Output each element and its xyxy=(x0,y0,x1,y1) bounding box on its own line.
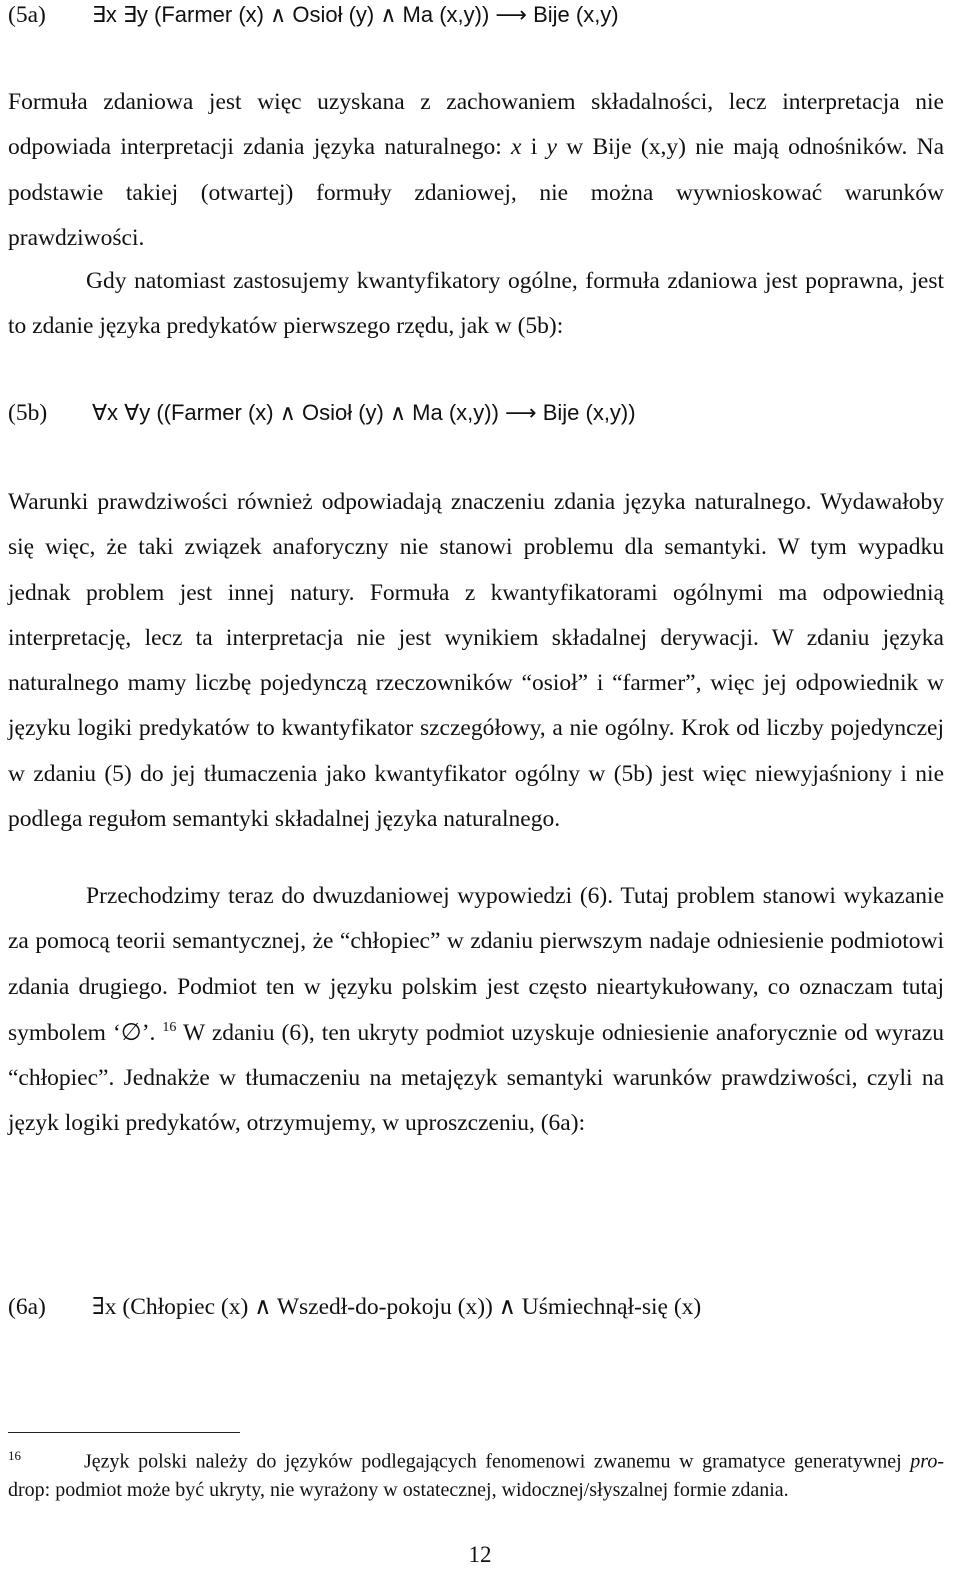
text-span: -drop: podmiot może być ukryty, nie wyrażony w ostatecznej, widocznej/słyszalnej formie zdania. xyxy=(8,1450,944,1501)
formula-expression: ∃x ∃y (Farmer (x) ∧ Osioł (y) ∧ Ma (x,y)) ⟶ Bije (x,y) xyxy=(92,2,619,27)
text-span: Przechodzimy teraz do dwuzdaniowej wypowiedzi (6). Tutaj problem stanowi wykazanie za pomocą teorii semantycznej, że “chłopiec” w zdaniu pierwszym nadaje odniesienie podmiotowi zdania drugiego. Podmiot ten w języku polskim jest często nieartykułowany, co oznaczam tutaj symbolem ‘ xyxy=(8,883,944,1046)
paragraph-1 xyxy=(8,80,944,261)
italic-term: pro xyxy=(910,1450,938,1473)
formula-expression: ∃x (Chłopiec (x) ∧ Wszedł-do-pokoju (x)) ∧ Uśmiechnął-się (x) xyxy=(92,1294,702,1320)
text-span: Język polski należy do języków podlegających fenomenowi zwanemu w gramatyce generatywnej xyxy=(84,1450,911,1473)
paragraph-2: Gdy natomiast zastosujemy kwantyfikatory ogólne, formuła zdaniowa jest poprawna, jest to zdanie języka predykatów pierwszego rzędu, jak w (5b): xyxy=(8,268,944,340)
paragraph-3: Warunki prawdziwości również odpowiadają znaczeniu zdania języka naturalnego. Wydawałoby się więc, że taki związek anaforyczny nie stanowi problemu dla semantyki. W tym wypadku jednak problem jest innej natury. Formuła z kwantyfikatorami ogólnymi ma odpowiednią interpretację, lecz ta interpretacja nie jest wynikiem składalnej derywacji. W zdaniu języka naturalnego mamy liczbę pojedynczą rzeczowników “osioł” i “farmer”, więc jej odpowiednik w języku logiki predykatów to kwantyfikator szczegółowy, a nie ogólny. Krok od liczby pojedynczej w zdaniu (5) do jej tłumaczenia jako kwantyfikator ogólny w (5b) jest więc niewyjaśniony i nie podlega regułom semantyki składalnej języka naturalnego. xyxy=(8,489,944,833)
paragraph-4 xyxy=(8,874,944,1147)
footnote-number: 16 xyxy=(8,1448,21,1463)
empty-set-symbol: ∅ xyxy=(120,1017,142,1046)
formula-label: (6a) xyxy=(8,1294,46,1320)
formula-6a xyxy=(8,1292,701,1322)
page-number: 12 xyxy=(468,1542,492,1567)
formula-5a xyxy=(8,0,619,30)
formula-label: (5b) xyxy=(8,400,48,426)
text-span: W zdaniu (6), ten ukryty podmiot uzyskuje odniesienie anaforycznie od wyrazu “chłopiec”. Jednakże w tłumaczeniu na metajęzyk semantyki warunków prawdziwości, czyli na język logiki predykatów, otrzymujemy, w uproszczeniu, (6a): xyxy=(8,1019,944,1137)
formula-5b xyxy=(8,398,636,428)
variable-x: x xyxy=(511,134,522,161)
formula-label: (5a) xyxy=(8,2,46,28)
text-span: i xyxy=(521,134,547,161)
variable-y: y xyxy=(546,134,557,161)
text-span: ’. xyxy=(141,1019,163,1046)
footnote-reference[interactable]: 16 xyxy=(162,1020,177,1036)
footnote-separator xyxy=(8,1432,240,1433)
text-span: Formuła zdaniowa jest więc uzyskana z zachowaniem składalności, lecz interpretacja nie odpowiada interpretacji zdania języka naturalnego: xyxy=(8,89,944,161)
formula-expression: ∀x ∀y ((Farmer (x) ∧ Osioł (y) ∧ Ma (x,y)) ⟶ Bije (x,y)) xyxy=(92,400,636,425)
footnote xyxy=(8,1442,944,1504)
text-span: w Bije (x,y) nie mają odnośników. Na podstawie takiej (otwartej) formuły zdaniowej, nie można wywnioskować warunków prawdziwości. xyxy=(8,134,945,251)
